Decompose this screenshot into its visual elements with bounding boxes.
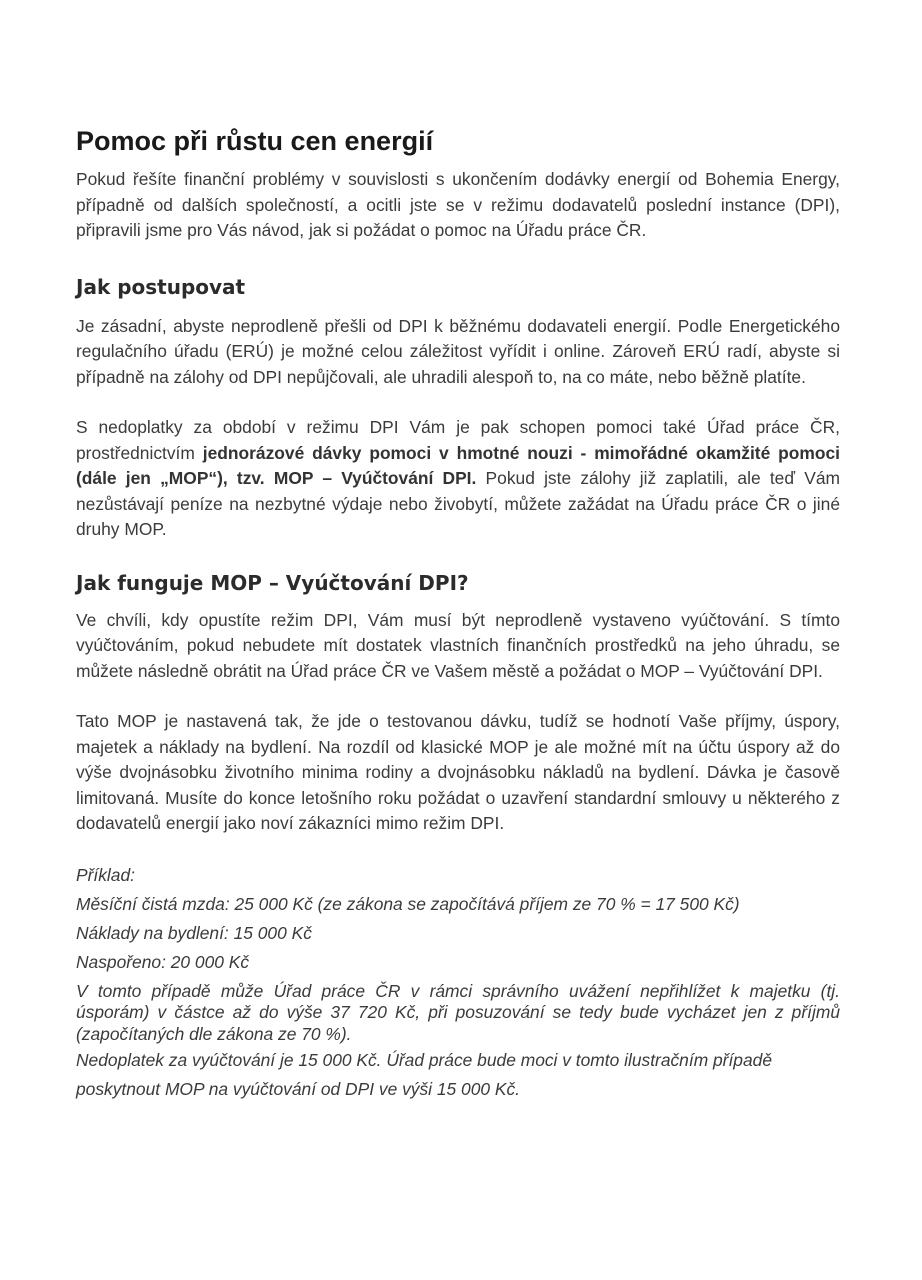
example-block — [76, 861, 840, 1105]
example-label: Příklad: — [76, 864, 135, 885]
paragraph-nedoplatky — [76, 415, 840, 543]
paragraph-vyuctovani: Ve chvíli, kdy opustíte režim DPI, Vám musí být neprodleně vystaveno vyúčtování. S tímto vyúčtováním, pokud nebudete mít dostatek vlastních finančních prostředků na jeho úhradu, se můžete následně obrátit na Úřad práce ČR ve Vašem městě a požádat o MOP – Vyúčtování DPI. — [76, 609, 840, 681]
example-line-mzda: Měsíční čistá mzda: 25 000 Kč (ze zákona se započítává příjem ze 70 % = 17 500 Kč) — [76, 893, 740, 914]
intro-paragraph: Pokud řešíte finanční problémy v souvislosti s ukončením dodávky energií od Bohemia Energy, případně od dalších společností, a ocitli jste se v režimu dodavatelů poslední instance (DPI), připravili jsme pro Vás návod, jak si požádat o pomoc na Úřadu práce ČR. — [76, 169, 840, 240]
paragraph-postup: Je zásadní, abyste neprodleně přešli od DPI k běžnému dodavateli energií. Podle Energetického regulačního úřadu (ERÚ) je možné celou záležitost vyřídit i online. Zároveň ERÚ radí, abyste si případně na zálohy od DPI nepůjčovali, ale uhradili alespoň to, na co máte, nebo běžně platíte. — [76, 315, 840, 387]
paragraph-nedoplatky-end: Pokud jste zálohy již zaplatili, ale teď Vám nezůstávají peníze na nezbytné výdaje nebo živobytí, můžete zažádat na Úřadu práce ČR o jiné druhy MOP. — [76, 468, 840, 539]
example-line-naklady: Náklady na bydlení: 15 000 Kč — [76, 922, 312, 943]
document-page — [76, 118, 840, 1104]
example-line-nasporeno: Naspořeno: 20 000 Kč — [76, 951, 250, 972]
page-title: Pomoc při růstu cen energií — [76, 126, 434, 156]
paragraph-testovana-davka: Tato MOP je nastavená tak, že jde o testovanou dávku, tudíž se hodnotí Vaše příjmy, úspory, majetek a náklady na bydlení. Na rozdíl od klasické MOP je ale možné mít na účtu úspory až do výše dvojnásobku životního minima rodiny a dvojnásobku nákladů na bydlení. Dávka je časově limitovaná. Musíte do konce letošního roku požádat o uzavření standardní smlouvy u některého z dodavatelů energií jako noví zákazníci mimo režim DPI. — [76, 711, 840, 833]
section-heading-jak-funguje: Jak funguje MOP – Vyúčtování DPI? — [76, 570, 469, 595]
paragraph-nedoplatky-bold: jednorázové dávky pomoci v hmotné nouzi - mimořádné okamžité pomoci (dále jen „MOP“), tzv. MOP – Vyúčtování DPI. — [76, 442, 840, 488]
paragraph-nedoplatky-start: S nedoplatky za období v režimu DPI Vám je pak schopen pomoci také Úřad práce ČR, prostřednictvím — [76, 417, 840, 463]
example-paragraph: V tomto případě může Úřad práce ČR v rámci správního uvážení nepřihlížet k majetku (tj. úsporám) v částce až do výše 37 720 Kč, při posuzování se tedy bude vycházet jen z příjmů (započítaných dle zákona ze 70 %). — [76, 980, 840, 1044]
example-conclusion: Nedoplatek za vyúčtování je 15 000 Kč. Úřad práce bude moci v tomto ilustračním případě poskytnout MOP na vyúčtování od DPI ve výši 15 000 Kč. — [76, 1050, 772, 1099]
section-heading-jak-postupovat: Jak postupovat — [76, 274, 246, 299]
